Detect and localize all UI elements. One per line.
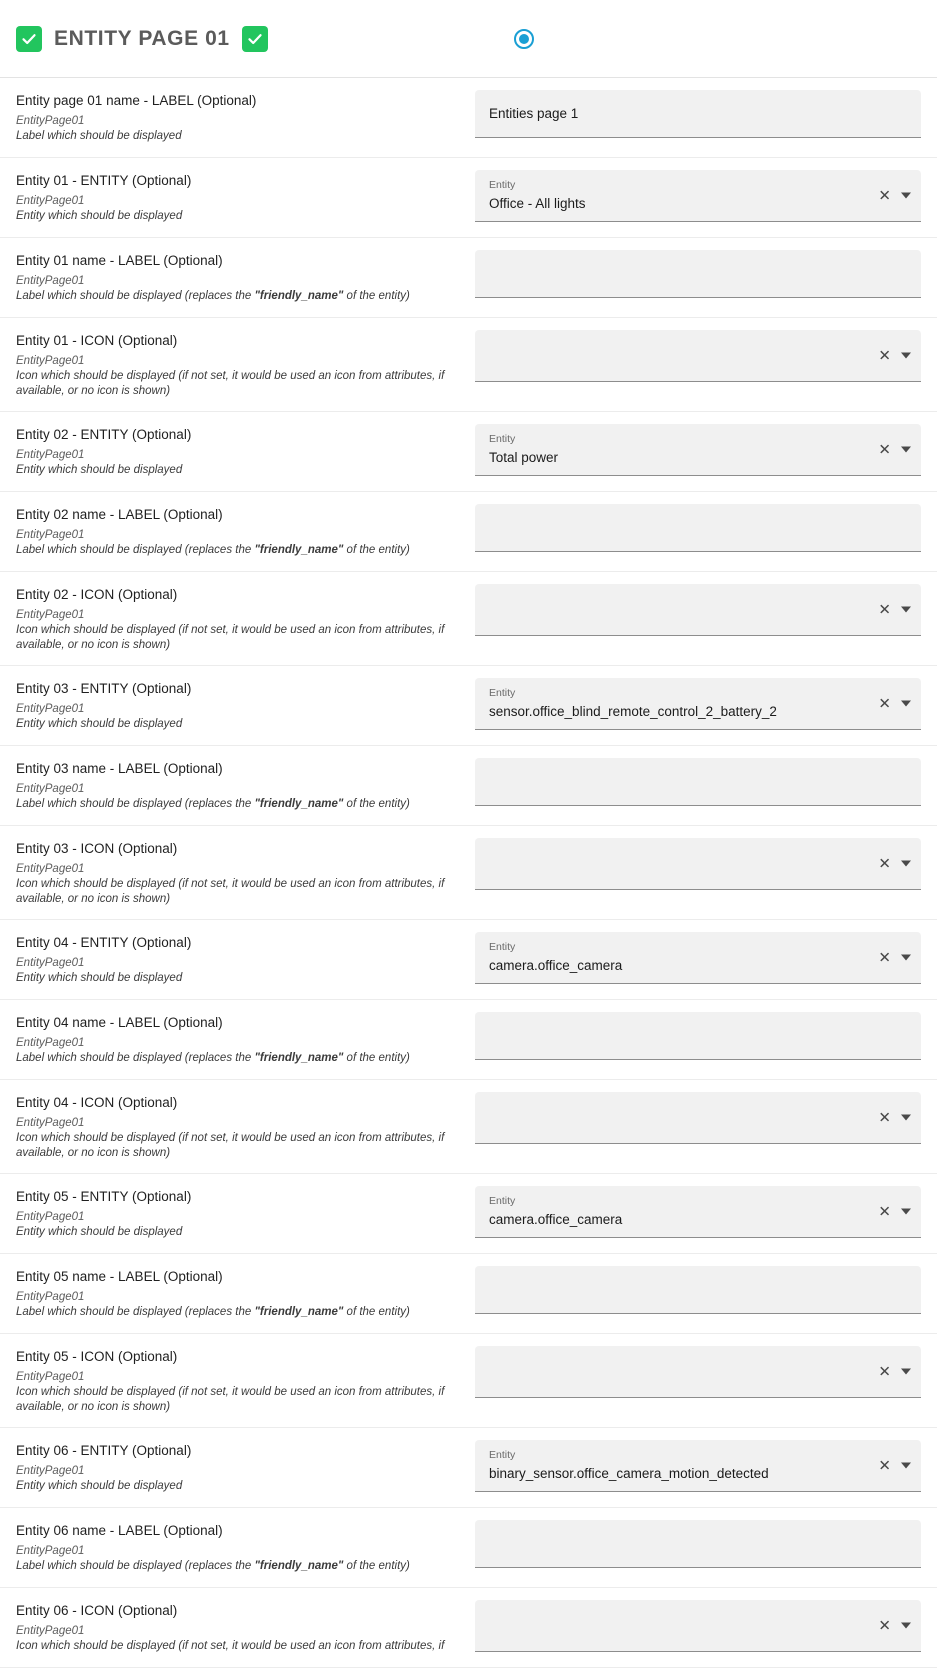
- row-description: [16, 463, 450, 478]
- row-description-suffix: of the entity): [343, 1306, 410, 1318]
- field-controls: [878, 188, 911, 203]
- row-description-prefix: Entity which should be displayed: [16, 718, 183, 730]
- chevron-down-icon[interactable]: [901, 193, 911, 199]
- row-label-block: [16, 1012, 460, 1066]
- field-controls: [878, 442, 911, 457]
- field-value[interactable]: sensor.office_blind_remote_control_2_battery_2: [489, 703, 777, 719]
- row-description: [16, 1225, 450, 1240]
- settings-row: [0, 1080, 937, 1174]
- field-controls: [878, 1110, 911, 1125]
- field-value[interactable]: binary_sensor.office_camera_motion_detected: [489, 1465, 769, 1481]
- row-description: [16, 797, 450, 812]
- row-description-prefix: Entity which should be displayed: [16, 464, 183, 476]
- row-description: [16, 209, 450, 224]
- row-config-key: EntityPage01: [16, 609, 85, 621]
- row-description: [16, 877, 450, 907]
- field-value[interactable]: Entities page 1: [489, 106, 579, 121]
- field-controls: [878, 1618, 911, 1633]
- settings-row: [0, 1000, 937, 1080]
- settings-row: [0, 572, 937, 666]
- row-description: [16, 543, 450, 558]
- chevron-down-icon[interactable]: [901, 701, 911, 707]
- row-description-prefix: Icon which should be displayed (if not set, it would be used an icon from attributes, if: [16, 1640, 445, 1652]
- entity-select-field[interactable]: [475, 584, 921, 636]
- row-title: Entity 06 - ENTITY (Optional): [16, 1443, 192, 1458]
- row-field-block: [460, 1186, 921, 1238]
- field-value[interactable]: Total power: [489, 449, 559, 465]
- field-value[interactable]: camera.office_camera: [489, 957, 623, 973]
- row-field-block: [460, 90, 921, 138]
- row-config-key: EntityPage01: [16, 1117, 85, 1129]
- row-label-block: [16, 330, 460, 399]
- row-description-emphasis: "friendly_name": [254, 798, 344, 810]
- row-title: Entity 03 name - LABEL (Optional): [16, 761, 223, 776]
- clear-icon[interactable]: ✕: [878, 949, 891, 966]
- row-label-block: [16, 1520, 460, 1574]
- entity-select-field[interactable]: [475, 170, 921, 222]
- row-config-key: EntityPage01: [16, 1545, 85, 1557]
- row-description: [16, 1305, 450, 1320]
- field-floating-label: Entity: [489, 1448, 516, 1461]
- clear-icon[interactable]: ✕: [878, 1109, 891, 1126]
- row-field-block: [460, 1266, 921, 1314]
- entity-select-field[interactable]: [475, 1186, 921, 1238]
- settings-row: [0, 78, 937, 158]
- row-description: [16, 623, 450, 653]
- row-title: Entity 02 name - LABEL (Optional): [16, 507, 223, 522]
- entity-select-field[interactable]: [475, 838, 921, 890]
- row-field-block: [460, 1012, 921, 1060]
- row-field-block: [460, 1600, 921, 1652]
- clear-icon[interactable]: ✕: [878, 1363, 891, 1380]
- row-field-block: [460, 678, 921, 730]
- row-field-block: [460, 1092, 921, 1144]
- row-title: Entity 03 - ICON (Optional): [16, 841, 178, 856]
- row-description-emphasis: "friendly_name": [254, 1560, 344, 1572]
- field-floating-label: Entity: [489, 686, 516, 699]
- row-description-emphasis: "friendly_name": [254, 290, 344, 302]
- row-field-block: [460, 250, 921, 298]
- settings-row: [0, 666, 937, 746]
- row-description: [16, 289, 450, 304]
- field-floating-label: Entity: [489, 432, 516, 445]
- field-controls: [878, 950, 911, 965]
- chevron-down-icon[interactable]: [901, 861, 911, 867]
- row-config-key: EntityPage01: [16, 275, 85, 287]
- settings-row: [0, 158, 937, 238]
- row-description-prefix: Entity which should be displayed: [16, 1480, 183, 1492]
- row-description: [16, 1559, 450, 1574]
- field-controls: [878, 856, 911, 871]
- row-field-block: [460, 424, 921, 476]
- field-controls: [878, 602, 911, 617]
- row-description: [16, 1639, 450, 1654]
- checkbox-checked-left-icon[interactable]: [16, 26, 42, 52]
- row-description-prefix: Label which should be displayed (replaces the: [16, 798, 255, 810]
- row-description-prefix: Entity which should be displayed: [16, 1226, 183, 1238]
- settings-row-list: [0, 78, 937, 1668]
- clear-icon[interactable]: ✕: [878, 347, 891, 364]
- row-description-emphasis: "friendly_name": [254, 544, 344, 556]
- entity-select-field[interactable]: [475, 678, 921, 730]
- row-label-block: [16, 250, 460, 304]
- row-title: Entity 01 - ICON (Optional): [16, 333, 178, 348]
- row-label-block: [16, 1092, 460, 1161]
- row-config-key: EntityPage01: [16, 115, 85, 127]
- row-label-block: [16, 838, 460, 907]
- clear-icon[interactable]: ✕: [878, 1457, 891, 1474]
- clear-icon[interactable]: ✕: [878, 695, 891, 712]
- row-title: Entity 04 name - LABEL (Optional): [16, 1015, 223, 1030]
- row-description: [16, 129, 450, 144]
- row-description-prefix: Label which should be displayed (replaces the: [16, 1052, 255, 1064]
- row-description-prefix: Label which should be displayed (replaces the: [16, 290, 255, 302]
- settings-row: [0, 1508, 937, 1588]
- field-controls: [878, 696, 911, 711]
- row-config-key: EntityPage01: [16, 783, 85, 795]
- row-description: [16, 1131, 450, 1161]
- chevron-down-icon[interactable]: [901, 955, 911, 961]
- field-value[interactable]: camera.office_camera: [489, 1211, 623, 1227]
- text-input-field[interactable]: [475, 90, 921, 138]
- row-config-key: EntityPage01: [16, 1371, 85, 1383]
- entity-select-field[interactable]: [475, 1092, 921, 1144]
- row-description-prefix: Icon which should be displayed (if not set, it would be used an icon from attributes, if available, or no icon is shown): [16, 878, 445, 905]
- row-title: Entity 01 name - LABEL (Optional): [16, 253, 223, 268]
- clear-icon[interactable]: ✕: [878, 1617, 891, 1634]
- row-description-suffix: of the entity): [343, 798, 410, 810]
- row-description-prefix: Label which should be displayed (replaces the: [16, 544, 255, 556]
- row-description-prefix: Icon which should be displayed (if not set, it would be used an icon from attributes, if available, or no icon is shown): [16, 1386, 445, 1413]
- row-config-key: EntityPage01: [16, 195, 85, 207]
- row-description-suffix: of the entity): [343, 1560, 410, 1572]
- row-config-key: EntityPage01: [16, 449, 85, 461]
- row-config-key: EntityPage01: [16, 863, 85, 875]
- row-description-emphasis: "friendly_name": [254, 1052, 344, 1064]
- row-field-block: [460, 1440, 921, 1492]
- row-description-emphasis: "friendly_name": [254, 1306, 344, 1318]
- row-description-prefix: Icon which should be displayed (if not set, it would be used an icon from attributes, if available, or no icon is shown): [16, 624, 445, 651]
- row-label-block: [16, 90, 460, 144]
- row-title: Entity 05 name - LABEL (Optional): [16, 1269, 223, 1284]
- row-field-block: [460, 170, 921, 222]
- row-field-block: [460, 584, 921, 636]
- row-label-block: [16, 1346, 460, 1415]
- text-input-field[interactable]: [475, 1012, 921, 1060]
- settings-row: [0, 1254, 937, 1334]
- row-description-prefix: Entity which should be displayed: [16, 972, 183, 984]
- row-title: Entity 01 - ENTITY (Optional): [16, 173, 192, 188]
- row-label-block: [16, 1266, 460, 1320]
- field-controls: [878, 1204, 911, 1219]
- chevron-down-icon[interactable]: [901, 353, 911, 359]
- row-config-key: EntityPage01: [16, 957, 85, 969]
- settings-row: [0, 826, 937, 920]
- row-description: [16, 369, 450, 399]
- row-field-block: [460, 932, 921, 984]
- settings-row: [0, 1174, 937, 1254]
- field-floating-label: Entity: [489, 940, 516, 953]
- row-title: Entity 02 - ENTITY (Optional): [16, 427, 192, 442]
- clear-icon[interactable]: ✕: [878, 441, 891, 458]
- row-label-block: [16, 758, 460, 812]
- entity-select-field[interactable]: [475, 424, 921, 476]
- row-title: Entity 06 name - LABEL (Optional): [16, 1523, 223, 1538]
- row-field-block: [460, 758, 921, 806]
- row-label-block: [16, 170, 460, 224]
- chevron-down-icon[interactable]: [901, 607, 911, 613]
- row-field-block: [460, 1520, 921, 1568]
- row-config-key: EntityPage01: [16, 703, 85, 715]
- row-description-prefix: Label which should be displayed: [16, 130, 182, 142]
- chevron-down-icon[interactable]: [901, 1209, 911, 1215]
- text-input-field[interactable]: [475, 1520, 921, 1568]
- row-description-prefix: Label which should be displayed (replaces the: [16, 1560, 255, 1572]
- row-title: Entity 06 - ICON (Optional): [16, 1603, 178, 1618]
- settings-row: [0, 492, 937, 572]
- row-field-block: [460, 838, 921, 890]
- row-label-block: [16, 424, 460, 478]
- row-config-key: EntityPage01: [16, 1625, 85, 1637]
- row-label-block: [16, 1440, 460, 1494]
- text-input-field[interactable]: [475, 1266, 921, 1314]
- clear-icon[interactable]: ✕: [878, 855, 891, 872]
- chevron-down-icon[interactable]: [901, 1369, 911, 1375]
- page-header: [0, 0, 937, 78]
- row-title: Entity 05 - ENTITY (Optional): [16, 1189, 192, 1204]
- row-description-suffix: of the entity): [343, 1052, 410, 1064]
- radio-group[interactable]: [514, 29, 534, 49]
- row-title: Entity 02 - ICON (Optional): [16, 587, 178, 602]
- settings-row: [0, 746, 937, 826]
- entity-select-field[interactable]: [475, 1600, 921, 1652]
- entity-select-field[interactable]: [475, 932, 921, 984]
- row-field-block: [460, 1346, 921, 1398]
- row-title: Entity 03 - ENTITY (Optional): [16, 681, 192, 696]
- checkbox-checked-right-icon[interactable]: [242, 26, 268, 52]
- text-input-field[interactable]: [475, 758, 921, 806]
- row-label-block: [16, 1600, 460, 1654]
- row-label-block: [16, 504, 460, 558]
- entity-select-field[interactable]: [475, 330, 921, 382]
- row-description-prefix: Icon which should be displayed (if not set, it would be used an icon from attributes, if available, or no icon is shown): [16, 370, 445, 397]
- row-field-block: [460, 330, 921, 382]
- row-config-key: EntityPage01: [16, 1211, 85, 1223]
- row-config-key: EntityPage01: [16, 1291, 85, 1303]
- field-controls: [878, 1458, 911, 1473]
- settings-row: [0, 920, 937, 1000]
- settings-row: [0, 1588, 937, 1668]
- row-label-block: [16, 678, 460, 732]
- row-description-suffix: of the entity): [343, 290, 410, 302]
- field-floating-label: Entity: [489, 178, 516, 191]
- row-description: [16, 1385, 450, 1415]
- row-field-block: [460, 504, 921, 552]
- row-title: Entity 05 - ICON (Optional): [16, 1349, 178, 1364]
- chevron-down-icon[interactable]: [901, 1623, 911, 1629]
- field-controls: [878, 348, 911, 363]
- row-config-key: EntityPage01: [16, 1465, 85, 1477]
- field-value[interactable]: Office - All lights: [489, 195, 586, 211]
- clear-icon[interactable]: ✕: [878, 601, 891, 618]
- row-description: [16, 1051, 450, 1066]
- chevron-down-icon[interactable]: [901, 1463, 911, 1469]
- row-title: Entity 04 - ICON (Optional): [16, 1095, 178, 1110]
- row-description-prefix: Icon which should be displayed (if not set, it would be used an icon from attributes, if available, or no icon is shown): [16, 1132, 445, 1159]
- row-description: [16, 1479, 450, 1494]
- row-title: Entity page 01 name - LABEL (Optional): [16, 93, 257, 108]
- clear-icon[interactable]: ✕: [878, 1203, 891, 1220]
- row-description: [16, 717, 450, 732]
- row-label-block: [16, 584, 460, 653]
- page-title: ENTITY PAGE 01: [54, 26, 230, 50]
- entity-select-field[interactable]: [475, 1440, 921, 1492]
- settings-row: [0, 412, 937, 492]
- text-input-field[interactable]: [475, 504, 921, 552]
- row-config-key: EntityPage01: [16, 1037, 85, 1049]
- row-config-key: EntityPage01: [16, 529, 85, 541]
- row-description-prefix: Label which should be displayed (replaces the: [16, 1306, 255, 1318]
- field-floating-label: Entity: [489, 1194, 516, 1207]
- chevron-down-icon[interactable]: [901, 447, 911, 453]
- settings-row: [0, 238, 937, 318]
- chevron-down-icon[interactable]: [901, 1115, 911, 1121]
- field-controls: [878, 1364, 911, 1379]
- row-label-block: [16, 1186, 460, 1240]
- entity-select-field[interactable]: [475, 1346, 921, 1398]
- row-label-block: [16, 932, 460, 986]
- row-description-suffix: of the entity): [343, 544, 410, 556]
- radio-selected-icon[interactable]: [514, 29, 534, 49]
- clear-icon[interactable]: ✕: [878, 187, 891, 204]
- settings-row: [0, 318, 937, 412]
- settings-row: [0, 1428, 937, 1508]
- row-config-key: EntityPage01: [16, 355, 85, 367]
- row-description: [16, 971, 450, 986]
- row-description-prefix: Entity which should be displayed: [16, 210, 183, 222]
- text-input-field[interactable]: [475, 250, 921, 298]
- settings-row: [0, 1334, 937, 1428]
- row-title: Entity 04 - ENTITY (Optional): [16, 935, 192, 950]
